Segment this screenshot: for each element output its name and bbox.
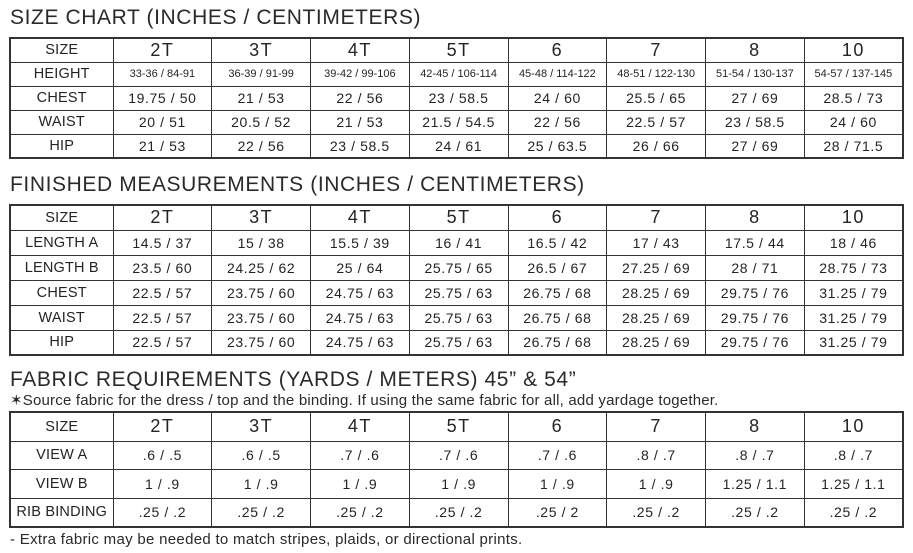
row-label: VIEW B (10, 470, 113, 499)
value-cell: .25 / .2 (212, 498, 311, 527)
row-label: VIEW A (10, 441, 113, 470)
value-cell: 21 / 53 (311, 110, 410, 134)
value-cell: 1 / .9 (508, 470, 607, 499)
value-cell: 24 / 60 (508, 86, 607, 110)
value-cell: 29.75 / 76 (706, 330, 805, 355)
value-cell: 31.25 / 79 (804, 280, 903, 305)
value-cell: 16 / 41 (409, 230, 508, 255)
size-column-header: 6 (508, 412, 607, 441)
size-chart-table (9, 37, 904, 159)
row-label: HIP (10, 330, 113, 355)
row-label: CHEST (10, 280, 113, 305)
section-fabric-requirements (9, 368, 904, 528)
size-header-row (10, 205, 903, 230)
size-column-header: 8 (706, 205, 805, 230)
value-cell: 15.5 / 39 (311, 230, 410, 255)
value-cell: 31.25 / 79 (804, 330, 903, 355)
value-cell: 25.75 / 63 (409, 280, 508, 305)
value-cell: .8 / .7 (804, 441, 903, 470)
value-cell: 25 / 64 (311, 255, 410, 280)
value-cell: 28.25 / 69 (607, 330, 706, 355)
value-cell: 21.5 / 54.5 (409, 110, 508, 134)
value-cell: 1 / .9 (409, 470, 508, 499)
row-label: CHEST (10, 86, 113, 110)
value-cell: 51-54 / 130-137 (706, 62, 805, 86)
value-cell: 24.25 / 62 (212, 255, 311, 280)
size-column-header: 8 (706, 38, 805, 62)
value-cell: 28.75 / 73 (804, 255, 903, 280)
value-cell: 24.75 / 63 (311, 280, 410, 305)
value-cell: 1.25 / 1.1 (804, 470, 903, 499)
value-cell: .25 / .2 (607, 498, 706, 527)
value-cell: 23 / 58.5 (311, 134, 410, 158)
value-cell: 23 / 58.5 (706, 110, 805, 134)
value-cell: 1 / .9 (212, 470, 311, 499)
value-cell: 22.5 / 57 (607, 110, 706, 134)
value-cell: 54-57 / 137-145 (804, 62, 903, 86)
value-cell: 29.75 / 76 (706, 305, 805, 330)
size-column-header: 10 (804, 38, 903, 62)
value-cell: 20 / 51 (113, 110, 212, 134)
value-cell: 24 / 60 (804, 110, 903, 134)
value-cell: .25 / .2 (706, 498, 805, 527)
value-cell: 24.75 / 63 (311, 330, 410, 355)
value-cell: 24 / 61 (409, 134, 508, 158)
row-label: LENGTH B (10, 255, 113, 280)
size-column-header: 10 (804, 205, 903, 230)
size-column-header: 6 (508, 38, 607, 62)
value-cell: 39-42 / 99-106 (311, 62, 410, 86)
fabric-requirements-table (9, 411, 904, 528)
value-cell: 28.5 / 73 (804, 86, 903, 110)
corner-label: SIZE (10, 205, 113, 230)
value-cell: 1 / .9 (113, 470, 212, 499)
value-cell: 22 / 56 (212, 134, 311, 158)
row-label: HEIGHT (10, 62, 113, 86)
size-chart-title: SIZE CHART (INCHES / CENTIMETERS) (10, 6, 422, 29)
value-cell: 1 / .9 (607, 470, 706, 499)
value-cell: 25.75 / 63 (409, 330, 508, 355)
value-cell: .25 / .2 (311, 498, 410, 527)
section-size-chart (9, 6, 904, 159)
value-cell: 25.5 / 65 (607, 86, 706, 110)
size-column-header: 7 (607, 205, 706, 230)
value-cell: 28.25 / 69 (607, 280, 706, 305)
value-cell: .8 / .7 (706, 441, 805, 470)
value-cell: 36-39 / 91-99 (212, 62, 311, 86)
size-column-header: 2T (113, 205, 212, 230)
value-cell: 22.5 / 57 (113, 305, 212, 330)
value-cell: 19.75 / 50 (113, 86, 212, 110)
size-column-header: 4T (311, 205, 410, 230)
value-cell: 17 / 43 (607, 230, 706, 255)
value-cell: 23.75 / 60 (212, 305, 311, 330)
finished-measurements-table (9, 204, 904, 356)
table-row (10, 498, 903, 527)
value-cell: 28.25 / 69 (607, 305, 706, 330)
value-cell: 25.75 / 65 (409, 255, 508, 280)
value-cell: .25 / 2 (508, 498, 607, 527)
value-cell: .7 / .6 (409, 441, 508, 470)
value-cell: 48-51 / 122-130 (607, 62, 706, 86)
value-cell: 33-36 / 84-91 (113, 62, 212, 86)
table-row (10, 280, 903, 305)
value-cell: 26.5 / 67 (508, 255, 607, 280)
corner-label: SIZE (10, 38, 113, 62)
row-label: WAIST (10, 110, 113, 134)
value-cell: 27.25 / 69 (607, 255, 706, 280)
value-cell: 45-48 / 114-122 (508, 62, 607, 86)
value-cell: 29.75 / 76 (706, 280, 805, 305)
row-label: HIP (10, 134, 113, 158)
value-cell: 22.5 / 57 (113, 330, 212, 355)
value-cell: 25 / 63.5 (508, 134, 607, 158)
value-cell: 26.75 / 68 (508, 330, 607, 355)
table-row (10, 134, 903, 158)
size-column-header: 6 (508, 205, 607, 230)
value-cell: 27 / 69 (706, 86, 805, 110)
fabric-source-note: ✶Source fabric for the dress / top and the binding. If using the same fabric for all, add yardage together. (10, 392, 719, 409)
value-cell: 24.75 / 63 (311, 305, 410, 330)
value-cell: 22 / 56 (311, 86, 410, 110)
value-cell: .6 / .5 (113, 441, 212, 470)
value-cell: 23.75 / 60 (212, 330, 311, 355)
value-cell: 25.75 / 63 (409, 305, 508, 330)
value-cell: .8 / .7 (607, 441, 706, 470)
value-cell: 1.25 / 1.1 (706, 470, 805, 499)
extra-fabric-footnote: - Extra fabric may be needed to match stripes, plaids, or directional prints. (10, 530, 523, 548)
section-finished-measurements (9, 173, 904, 356)
size-column-header: 3T (212, 38, 311, 62)
size-column-header: 2T (113, 412, 212, 441)
size-column-header: 4T (311, 38, 410, 62)
row-label: LENGTH A (10, 230, 113, 255)
size-column-header: 5T (409, 38, 508, 62)
size-column-header: 3T (212, 205, 311, 230)
size-header-row (10, 38, 903, 62)
table-row (10, 305, 903, 330)
row-label: WAIST (10, 305, 113, 330)
value-cell: 26.75 / 68 (508, 305, 607, 330)
value-cell: 20.5 / 52 (212, 110, 311, 134)
value-cell: .25 / .2 (804, 498, 903, 527)
table-row (10, 62, 903, 86)
value-cell: .6 / .5 (212, 441, 311, 470)
value-cell: 22.5 / 57 (113, 280, 212, 305)
size-column-header: 7 (607, 38, 706, 62)
size-column-header: 8 (706, 412, 805, 441)
value-cell: 18 / 46 (804, 230, 903, 255)
value-cell: 28 / 71 (706, 255, 805, 280)
size-column-header: 7 (607, 412, 706, 441)
value-cell: 16.5 / 42 (508, 230, 607, 255)
value-cell: 17.5 / 44 (706, 230, 805, 255)
size-header-row (10, 412, 903, 441)
value-cell: 21 / 53 (113, 134, 212, 158)
value-cell: 22 / 56 (508, 110, 607, 134)
value-cell: .25 / .2 (113, 498, 212, 527)
size-column-header: 5T (409, 205, 508, 230)
value-cell: .7 / .6 (311, 441, 410, 470)
size-column-header: 2T (113, 38, 212, 62)
size-column-header: 10 (804, 412, 903, 441)
table-row (10, 441, 903, 470)
corner-label: SIZE (10, 412, 113, 441)
value-cell: 23.75 / 60 (212, 280, 311, 305)
value-cell: .25 / .2 (409, 498, 508, 527)
table-row (10, 86, 903, 110)
table-row (10, 230, 903, 255)
fabric-requirements-title: FABRIC REQUIREMENTS (YARDS / METERS) 45” & 54” (10, 368, 577, 391)
table-row (10, 255, 903, 280)
value-cell: 23.5 / 60 (113, 255, 212, 280)
finished-measurements-title: FINISHED MEASUREMENTS (INCHES / CENTIMETERS) (10, 173, 585, 196)
table-row (10, 470, 903, 499)
value-cell: .7 / .6 (508, 441, 607, 470)
value-cell: 26.75 / 68 (508, 280, 607, 305)
table-row (10, 330, 903, 355)
value-cell: 28 / 71.5 (804, 134, 903, 158)
value-cell: 27 / 69 (706, 134, 805, 158)
row-label: RIB BINDING (10, 498, 113, 527)
value-cell: 21 / 53 (212, 86, 311, 110)
size-column-header: 4T (311, 412, 410, 441)
value-cell: 1 / .9 (311, 470, 410, 499)
value-cell: 26 / 66 (607, 134, 706, 158)
value-cell: 31.25 / 79 (804, 305, 903, 330)
value-cell: 42-45 / 106-114 (409, 62, 508, 86)
value-cell: 14.5 / 37 (113, 230, 212, 255)
size-column-header: 5T (409, 412, 508, 441)
table-row (10, 110, 903, 134)
value-cell: 23 / 58.5 (409, 86, 508, 110)
size-column-header: 3T (212, 412, 311, 441)
value-cell: 15 / 38 (212, 230, 311, 255)
